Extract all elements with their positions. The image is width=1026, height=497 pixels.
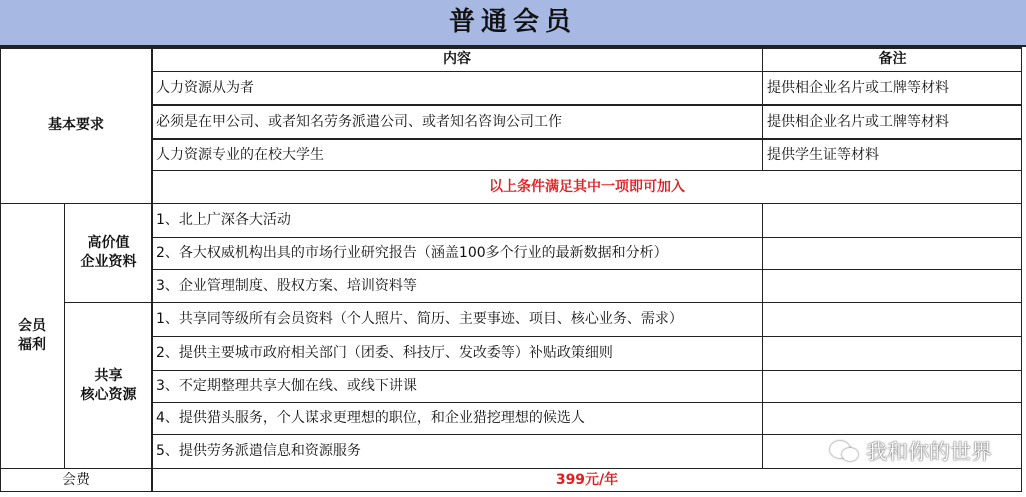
grid-line xyxy=(152,237,1022,238)
high-value-label xyxy=(65,204,152,302)
watermark-text: 我和你的世界 xyxy=(866,440,992,464)
basic-requirements-label: 基本要求 xyxy=(48,117,104,134)
grid-line xyxy=(152,138,1022,140)
basic-row-1-content: 人力资源从为者 xyxy=(156,79,254,96)
grid-line xyxy=(152,170,1022,171)
grid-line xyxy=(0,491,1022,492)
grid-line xyxy=(152,434,1022,435)
member-benefits-label-line2: 福利 xyxy=(18,337,46,353)
grid-line xyxy=(0,203,1022,204)
grid-line xyxy=(65,302,1022,303)
basic-row-2-content: 必须是在甲公司、或者知名劳务派遣公司、或者知名咨询公司工作 xyxy=(156,113,562,130)
grid-line xyxy=(0,468,1022,469)
member-benefits-label-line1: 会员 xyxy=(18,318,46,335)
high-value-item-2: 2、各大权威机构出具的市场行业研究报告（涵盖100多个行业的最新数据和分析） xyxy=(156,245,668,262)
grid-line xyxy=(152,402,1022,403)
high-value-item-1: 1、北上广深各大活动 xyxy=(156,212,291,229)
fee-value: 399元/年 xyxy=(555,471,619,488)
condition-note: 以上条件满足其中一项即可加入 xyxy=(489,178,685,195)
shared-item-5: 5、提供劳务派遣信息和资源服务 xyxy=(156,443,361,460)
high-value-label-line2: 企业资料 xyxy=(80,254,137,270)
shared-resources-label-line2: 核心资源 xyxy=(80,386,137,403)
grid-line xyxy=(151,48,153,492)
fee-label: 会费 xyxy=(62,471,90,488)
shared-item-1: 1、共享同等级所有会员资料（个人照片、简历、主要事迹、项目、核心业务、需求） xyxy=(156,311,683,328)
shared-item-4: 4、提供猎头服务，个人谋求更理想的职位，和企业猎挖理想的候选人 xyxy=(156,410,585,427)
grid-line xyxy=(152,71,1022,72)
watermark xyxy=(830,436,992,466)
grid-line xyxy=(152,370,1022,371)
grid-line xyxy=(152,269,1022,270)
shared-item-2: 2、提供主要城市政府相关部门（团委、科技厅、发改委等）补贴政策细则 xyxy=(156,345,613,362)
basic-row-2-note: 提供相企业名片或工牌等材料 xyxy=(767,113,949,130)
grid-line xyxy=(152,336,1022,337)
member-benefits-label xyxy=(0,204,64,468)
column-header-content: 内容 xyxy=(443,51,471,68)
chat-bubble-icon xyxy=(830,439,860,463)
basic-row-3-note: 提供学生证等材料 xyxy=(767,146,879,163)
grid-line xyxy=(1021,48,1022,492)
shared-item-3: 3、不定期整理共享大伽在线、或线下讲课 xyxy=(156,378,417,395)
grid-line xyxy=(152,104,1022,106)
column-header-note: 备注 xyxy=(878,51,907,68)
high-value-item-3: 3、企业管理制度、股权方案、培训资料等 xyxy=(156,277,417,294)
grid-line xyxy=(64,204,65,468)
high-value-label-line1: 高价值 xyxy=(87,235,130,252)
shared-resources-label xyxy=(65,303,152,468)
grid-line xyxy=(762,204,763,468)
grid-line xyxy=(0,48,1,492)
page-title: 普通会员 xyxy=(0,0,1026,47)
basic-row-1-note: 提供相企业名片或工牌等材料 xyxy=(767,79,949,96)
basic-row-3-content: 人力资源专业的在校大学生 xyxy=(156,146,324,163)
grid-line xyxy=(0,47,1022,49)
shared-resources-label-line1: 共享 xyxy=(94,367,123,384)
grid-line xyxy=(762,48,763,171)
